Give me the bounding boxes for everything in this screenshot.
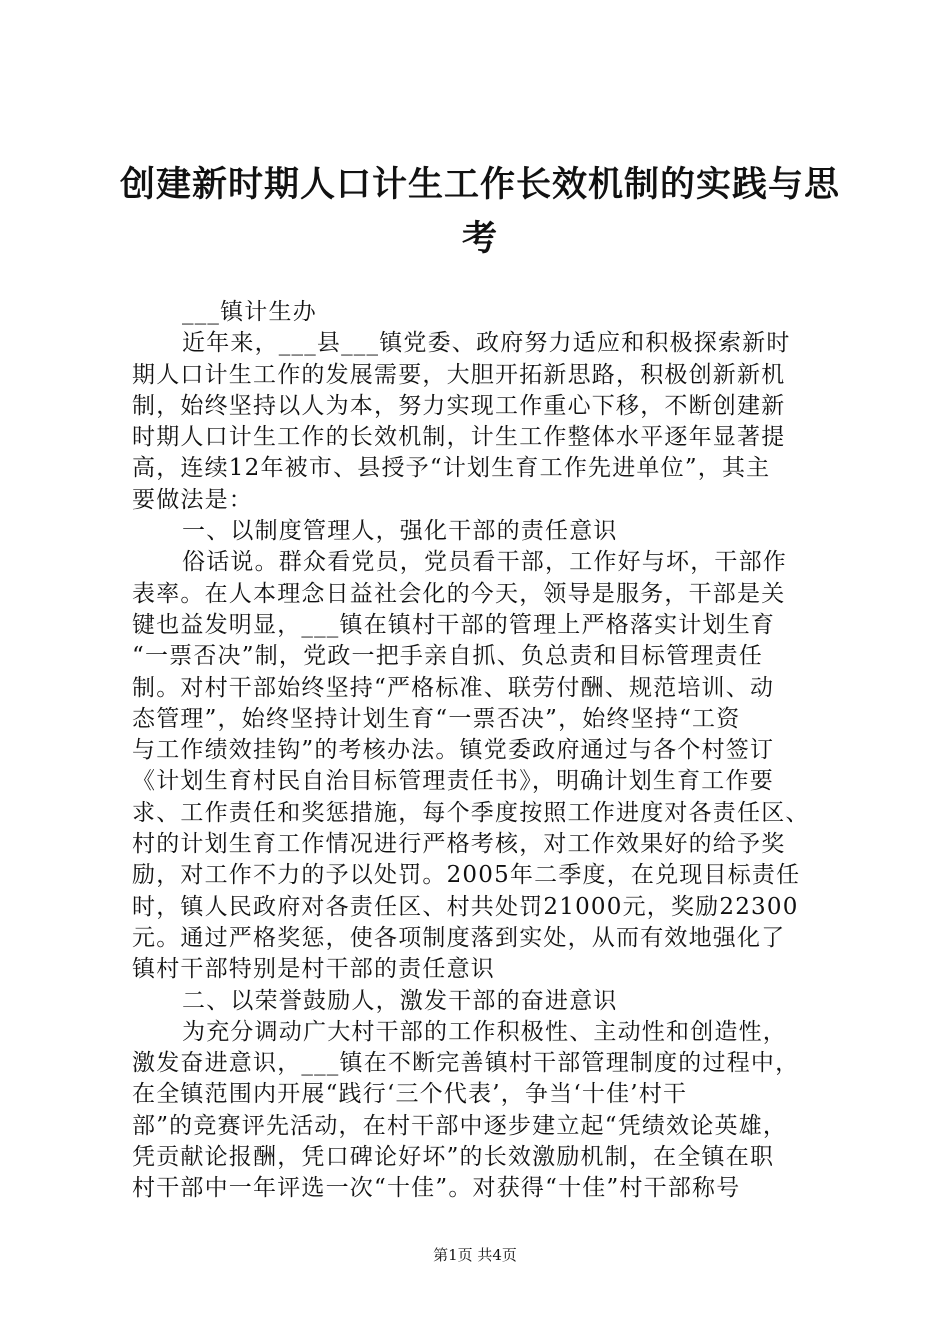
text-line: ___镇计生办 bbox=[182, 299, 317, 325]
text-line: 制。对村干部始终坚持“严格标准、联劳付酬、规范培训、动 bbox=[132, 674, 775, 701]
text-line: 时，镇人民政府对各责任区、村共处罚21000元，奖励22300 bbox=[132, 893, 799, 920]
text-line: 村的计划生育工作情况进行严格考核，对工作效果好的给予奖 bbox=[132, 831, 786, 858]
text-line: 俗话说。群众看党员，党员看干部，工作好与坏，干部作 bbox=[182, 549, 787, 576]
text-line: 制，始终坚持以人为本，努力实现工作重心下移，不断创建新 bbox=[132, 392, 786, 419]
text-line: 元。通过严格奖惩，使各项制度落到实处，从而有效地强化了 bbox=[132, 924, 786, 951]
text-line: 要做法是： bbox=[132, 486, 253, 513]
text-line: “一票否决”制，党政一把手亲自抓、负总责和目标管理责任 bbox=[132, 643, 763, 670]
text-line: 在全镇范围内开展“践行‘三个代表’，争当‘十佳’村干 bbox=[132, 1081, 688, 1108]
text-line: 部”的竞赛评先活动，在村干部中逐步建立起“凭绩效论英雄， bbox=[132, 1112, 788, 1139]
document-title: 创建新时期人口计生工作长效机制的实践与思 考 bbox=[120, 164, 841, 259]
text-line: 为充分调动广大村干部的工作积极性、主动性和创造性， bbox=[182, 1018, 787, 1045]
text-line: 表率。在人本理念日益社会化的今天，领导是服务，干部是关 bbox=[132, 580, 786, 607]
text-line: 与工作绩效挂钩”的考核办法。镇党委政府通过与各个村签订 bbox=[132, 737, 775, 764]
text-line: 期人口计生工作的发展需要，大胆开拓新思路，积极创新新机 bbox=[132, 361, 786, 388]
text-line: 励，对工作不力的予以处罚。2005年二季度，在兑现目标责任 bbox=[132, 862, 801, 889]
page-footer: 第1页 共4页 bbox=[433, 1246, 517, 1264]
text-line: 激发奋进意识，___镇在不断完善镇村干部管理制度的过程中， bbox=[132, 1050, 800, 1077]
text-line: 一、以制度管理人，强化干部的责任意识 bbox=[182, 518, 618, 545]
text-line: 近年来，___县___镇党委、政府努力适应和积极探索新时 bbox=[182, 330, 791, 357]
text-line: 键也益发明显，___镇在镇村干部的管理上严格落实计划生育 bbox=[132, 611, 776, 638]
text-line: 镇村干部特别是村干部的责任意识 bbox=[132, 956, 495, 983]
text-line: 村干部中一年评选一次“十佳”。对获得“十佳”村干部称号 bbox=[132, 1175, 741, 1202]
text-line: 时期人口计生工作的长效机制，计生工作整体水平逐年显著提 bbox=[132, 424, 786, 451]
document-body bbox=[132, 297, 832, 1205]
text-line: 二、以荣誉鼓励人，激发干部的奋进意识 bbox=[182, 987, 618, 1014]
text-line: 凭贡献论报酬，凭口碑论好坏”的长效激励机制，在全镇在职 bbox=[132, 1144, 775, 1171]
text-line: 求、工作责任和奖惩措施，每个季度按照工作进度对各责任区、 bbox=[132, 799, 810, 826]
text-line: 《计划生育村民自治目标管理责任书》，明确计划生育工作要 bbox=[132, 768, 774, 795]
text-line: 态管理”，始终坚持计划生育“一票否决”，始终坚持“工资 bbox=[132, 705, 741, 732]
text-line: 高，连续12年被市、县授予“计划生育工作先进单位”，其主 bbox=[132, 455, 771, 482]
